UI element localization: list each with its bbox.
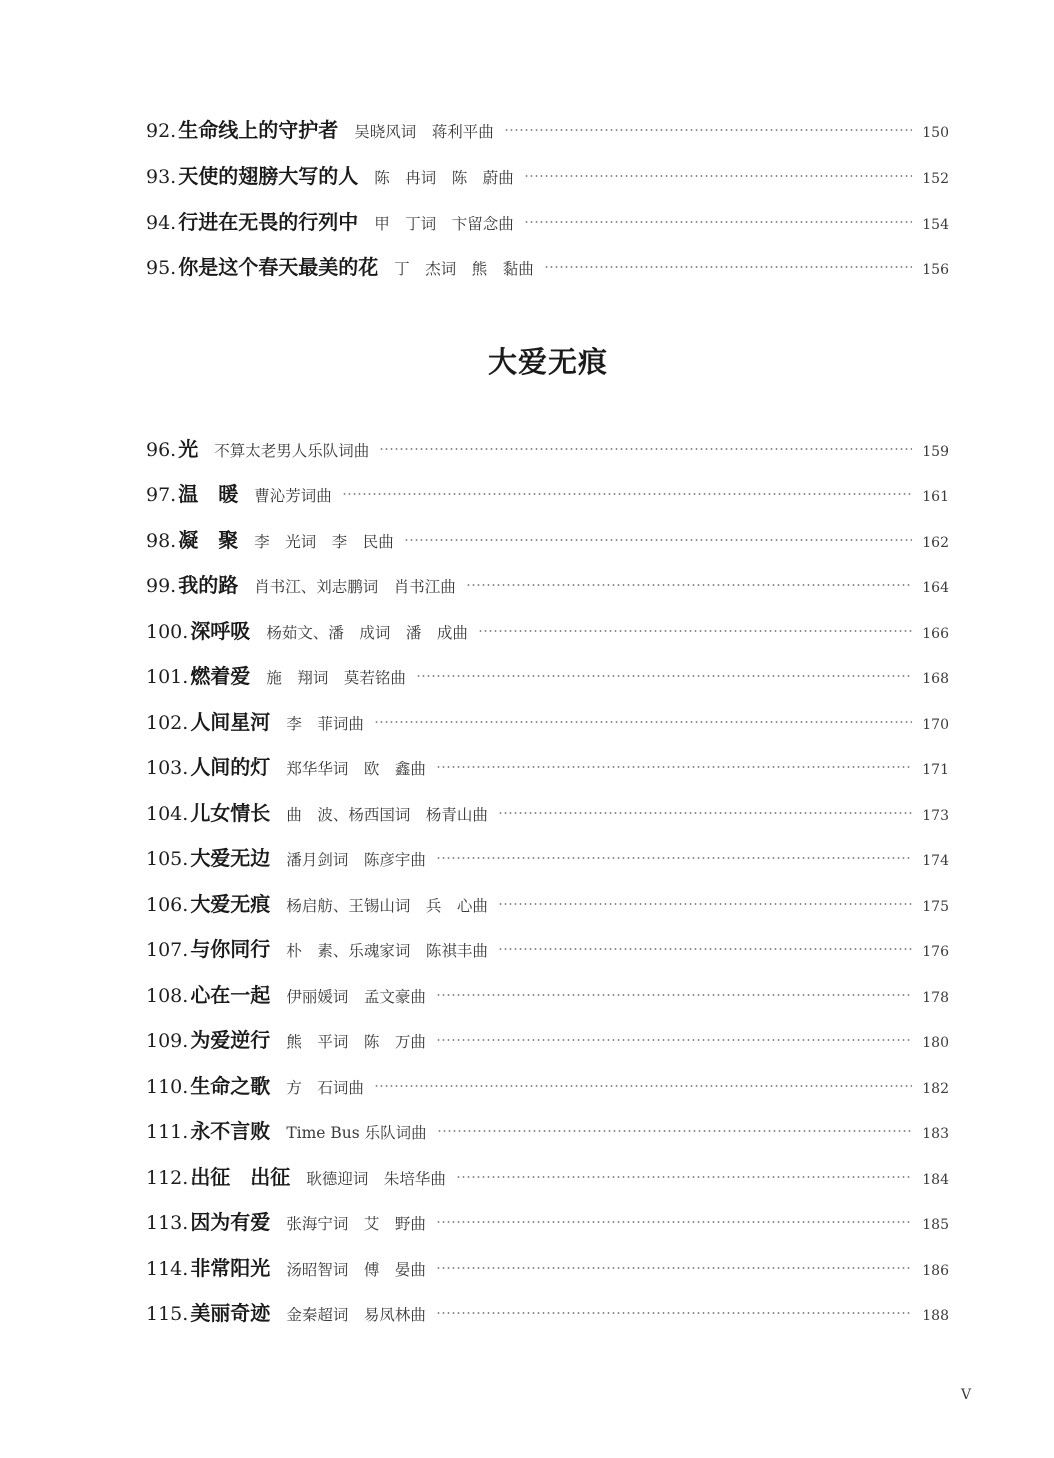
toc-entry[interactable] xyxy=(146,160,949,190)
entry-credits: 伊丽媛词 孟文豪曲 xyxy=(286,988,426,1006)
entry-number: 106. xyxy=(146,894,189,916)
dot-leader xyxy=(416,675,912,677)
entry-number: 105. xyxy=(146,848,189,870)
entry-page-number: 182 xyxy=(922,1081,949,1097)
entry-title: 因为有爱 xyxy=(190,1210,271,1234)
entry-page-number: 154 xyxy=(922,217,949,233)
entry-page-number: 180 xyxy=(922,1035,949,1051)
entry-page-number: 185 xyxy=(922,1217,949,1233)
dot-leader xyxy=(436,857,912,859)
entry-page-number: 183 xyxy=(922,1126,949,1142)
entry-title: 大爱无痕 xyxy=(190,892,271,916)
dot-leader xyxy=(498,903,912,905)
dot-leader xyxy=(478,630,912,632)
entry-title: 光 xyxy=(178,437,199,461)
entry-number: 115. xyxy=(146,1303,189,1325)
entry-number: 100. xyxy=(146,621,189,643)
dot-leader xyxy=(437,1130,913,1132)
entry-page-number: 161 xyxy=(922,489,949,505)
dot-leader xyxy=(456,1176,912,1178)
dot-leader xyxy=(436,766,912,768)
entry-title: 为爱逆行 xyxy=(190,1028,271,1052)
entry-title: 大爱无边 xyxy=(190,846,271,870)
dot-leader xyxy=(436,1039,912,1041)
entry-number: 98. xyxy=(146,530,177,552)
entry-credits: 汤昭智词 傅 晏曲 xyxy=(286,1261,426,1279)
entry-number: 114. xyxy=(146,1258,189,1280)
dot-leader xyxy=(504,129,913,131)
entry-credits: 吴晓风词 蒋利平曲 xyxy=(354,123,494,141)
entry-credits: 李 光词 李 民曲 xyxy=(254,533,394,551)
entry-credits: 郑华华词 欧 鑫曲 xyxy=(286,760,426,778)
section-heading: 大爱无痕 xyxy=(487,345,608,379)
entry-number: 96. xyxy=(146,439,177,461)
dot-leader xyxy=(436,1312,912,1314)
entry-title: 温 暖 xyxy=(178,482,239,506)
entry-number: 101. xyxy=(146,666,189,688)
entry-title: 生命之歌 xyxy=(190,1074,271,1098)
dot-leader xyxy=(379,448,912,450)
toc-entry[interactable] xyxy=(146,933,949,963)
entry-page-number: 162 xyxy=(922,535,949,551)
entry-number: 112. xyxy=(146,1167,189,1189)
toc-entry[interactable] xyxy=(146,1024,949,1054)
entry-title: 永不言败 xyxy=(190,1119,271,1143)
toc-entry[interactable] xyxy=(146,1161,949,1191)
dot-leader xyxy=(524,175,913,177)
entry-number: 92. xyxy=(146,120,177,142)
entry-title: 非常阳光 xyxy=(190,1256,271,1280)
toc-entry[interactable] xyxy=(146,206,949,236)
entry-page-number: 168 xyxy=(922,671,949,687)
entry-title: 与你同行 xyxy=(190,937,271,961)
entry-page-number: 173 xyxy=(922,808,949,824)
entry-credits: 张海宁词 艾 野曲 xyxy=(286,1215,426,1233)
entry-title: 心在一起 xyxy=(190,983,271,1007)
entry-page-number: 156 xyxy=(922,262,949,278)
dot-leader xyxy=(342,493,913,495)
entry-title: 儿女情长 xyxy=(190,801,271,825)
entry-credits: 朴 素、乐魂家词 陈祺丰曲 xyxy=(286,942,488,960)
dot-leader xyxy=(404,539,913,541)
entry-credits: 曲 波、杨西国词 杨青山曲 xyxy=(286,806,488,824)
dot-leader xyxy=(436,1221,912,1223)
entry-number: 99. xyxy=(146,575,177,597)
entry-number: 111. xyxy=(146,1121,189,1143)
toc-entry[interactable] xyxy=(146,615,949,645)
toc-entry[interactable] xyxy=(146,888,949,918)
toc-entry[interactable] xyxy=(146,979,949,1009)
entry-credits: 陈 冉词 陈 蔚曲 xyxy=(374,169,514,187)
entry-page-number: 150 xyxy=(922,125,949,141)
entry-credits: 甲 丁词 卞留念曲 xyxy=(374,215,514,233)
entry-page-number: 159 xyxy=(922,444,949,460)
toc-entry[interactable] xyxy=(146,433,949,463)
toc-entry[interactable] xyxy=(146,524,949,554)
entry-number: 94. xyxy=(146,212,177,234)
entry-credits: 丁 杰词 熊 黏曲 xyxy=(394,260,534,278)
entry-credits: 耿德迎词 朱培华曲 xyxy=(306,1170,446,1188)
entry-title: 你是这个春天最美的花 xyxy=(178,255,379,279)
entry-title: 行进在无畏的行列中 xyxy=(178,210,359,234)
entry-credits: 施 翔词 莫若铭曲 xyxy=(266,669,406,687)
entry-credits: Time Bus 乐队词曲 xyxy=(286,1124,427,1142)
entry-credits: 方 石词曲 xyxy=(286,1079,364,1097)
dot-leader xyxy=(498,812,912,814)
entry-number: 110. xyxy=(146,1076,189,1098)
dot-leader xyxy=(466,584,913,586)
dot-leader xyxy=(498,948,912,950)
entry-page-number: 164 xyxy=(922,580,949,596)
toc-entry[interactable] xyxy=(146,1206,949,1236)
entry-number: 107. xyxy=(146,939,189,961)
entry-page-number: 176 xyxy=(922,944,949,960)
entry-credits: 金秦超词 易凤林曲 xyxy=(286,1306,426,1324)
entry-title: 人间星河 xyxy=(190,710,271,734)
entry-title: 凝 聚 xyxy=(178,528,239,552)
entry-page-number: 178 xyxy=(922,990,949,1006)
entry-title: 美丽奇迹 xyxy=(190,1301,271,1325)
entry-title: 我的路 xyxy=(178,573,239,597)
entry-page-number: 184 xyxy=(922,1172,949,1188)
toc-entry[interactable] xyxy=(146,569,949,599)
entry-credits: 肖书江、刘志鹏词 肖书江曲 xyxy=(254,578,456,596)
entry-page-number: 174 xyxy=(922,853,949,869)
entry-number: 104. xyxy=(146,803,189,825)
entry-credits: 杨启舫、王锡山词 兵 心曲 xyxy=(286,897,488,915)
toc-entry[interactable] xyxy=(146,114,949,144)
toc-entry[interactable] xyxy=(146,706,949,736)
entry-title: 人间的灯 xyxy=(190,755,271,779)
dot-leader xyxy=(524,221,913,223)
entry-number: 95. xyxy=(146,257,177,279)
entry-number: 113. xyxy=(146,1212,189,1234)
toc-entry[interactable] xyxy=(146,1115,949,1145)
entry-credits: 曹沁芳词曲 xyxy=(254,487,332,505)
toc-entry[interactable] xyxy=(146,1297,949,1327)
dot-leader xyxy=(436,1267,912,1269)
toc-entry[interactable] xyxy=(146,751,949,781)
entry-title: 天使的翅膀大写的人 xyxy=(178,164,359,188)
entry-title: 出征 出征 xyxy=(190,1165,291,1189)
entry-number: 102. xyxy=(146,712,189,734)
entry-credits: 潘月剑词 陈彦宇曲 xyxy=(286,851,426,869)
entry-title: 燃着爱 xyxy=(190,664,251,688)
entry-number: 109. xyxy=(146,1030,189,1052)
toc-entry[interactable] xyxy=(146,842,949,872)
page-folio: V xyxy=(961,1387,972,1403)
entry-page-number: 188 xyxy=(922,1308,949,1324)
entry-number: 97. xyxy=(146,484,177,506)
entry-title: 深呼吸 xyxy=(190,619,251,643)
toc-entry[interactable] xyxy=(146,1252,949,1282)
entry-page-number: 186 xyxy=(922,1263,949,1279)
entry-title: 生命线上的守护者 xyxy=(178,118,339,142)
entry-credits: 杨茹文、潘 成词 潘 成曲 xyxy=(266,624,468,642)
dot-leader xyxy=(544,266,913,268)
toc-entry[interactable] xyxy=(146,1070,949,1100)
entry-page-number: 170 xyxy=(922,717,949,733)
toc-entry[interactable] xyxy=(146,660,949,690)
toc-entry[interactable] xyxy=(146,797,949,827)
entry-number: 93. xyxy=(146,166,177,188)
entry-page-number: 171 xyxy=(922,762,949,778)
entry-page-number: 175 xyxy=(922,899,949,915)
toc-entry[interactable] xyxy=(146,478,949,508)
entry-credits: 不算太老男人乐队词曲 xyxy=(214,442,370,460)
dot-leader xyxy=(436,994,912,996)
dot-leader xyxy=(374,1085,912,1087)
toc-entry[interactable] xyxy=(146,251,949,281)
entry-number: 108. xyxy=(146,985,189,1007)
entry-page-number: 166 xyxy=(922,626,949,642)
dot-leader xyxy=(374,721,912,723)
entry-number: 103. xyxy=(146,757,189,779)
entry-page-number: 152 xyxy=(922,171,949,187)
entry-credits: 李 菲词曲 xyxy=(286,715,364,733)
entry-credits: 熊 平词 陈 万曲 xyxy=(286,1033,426,1051)
